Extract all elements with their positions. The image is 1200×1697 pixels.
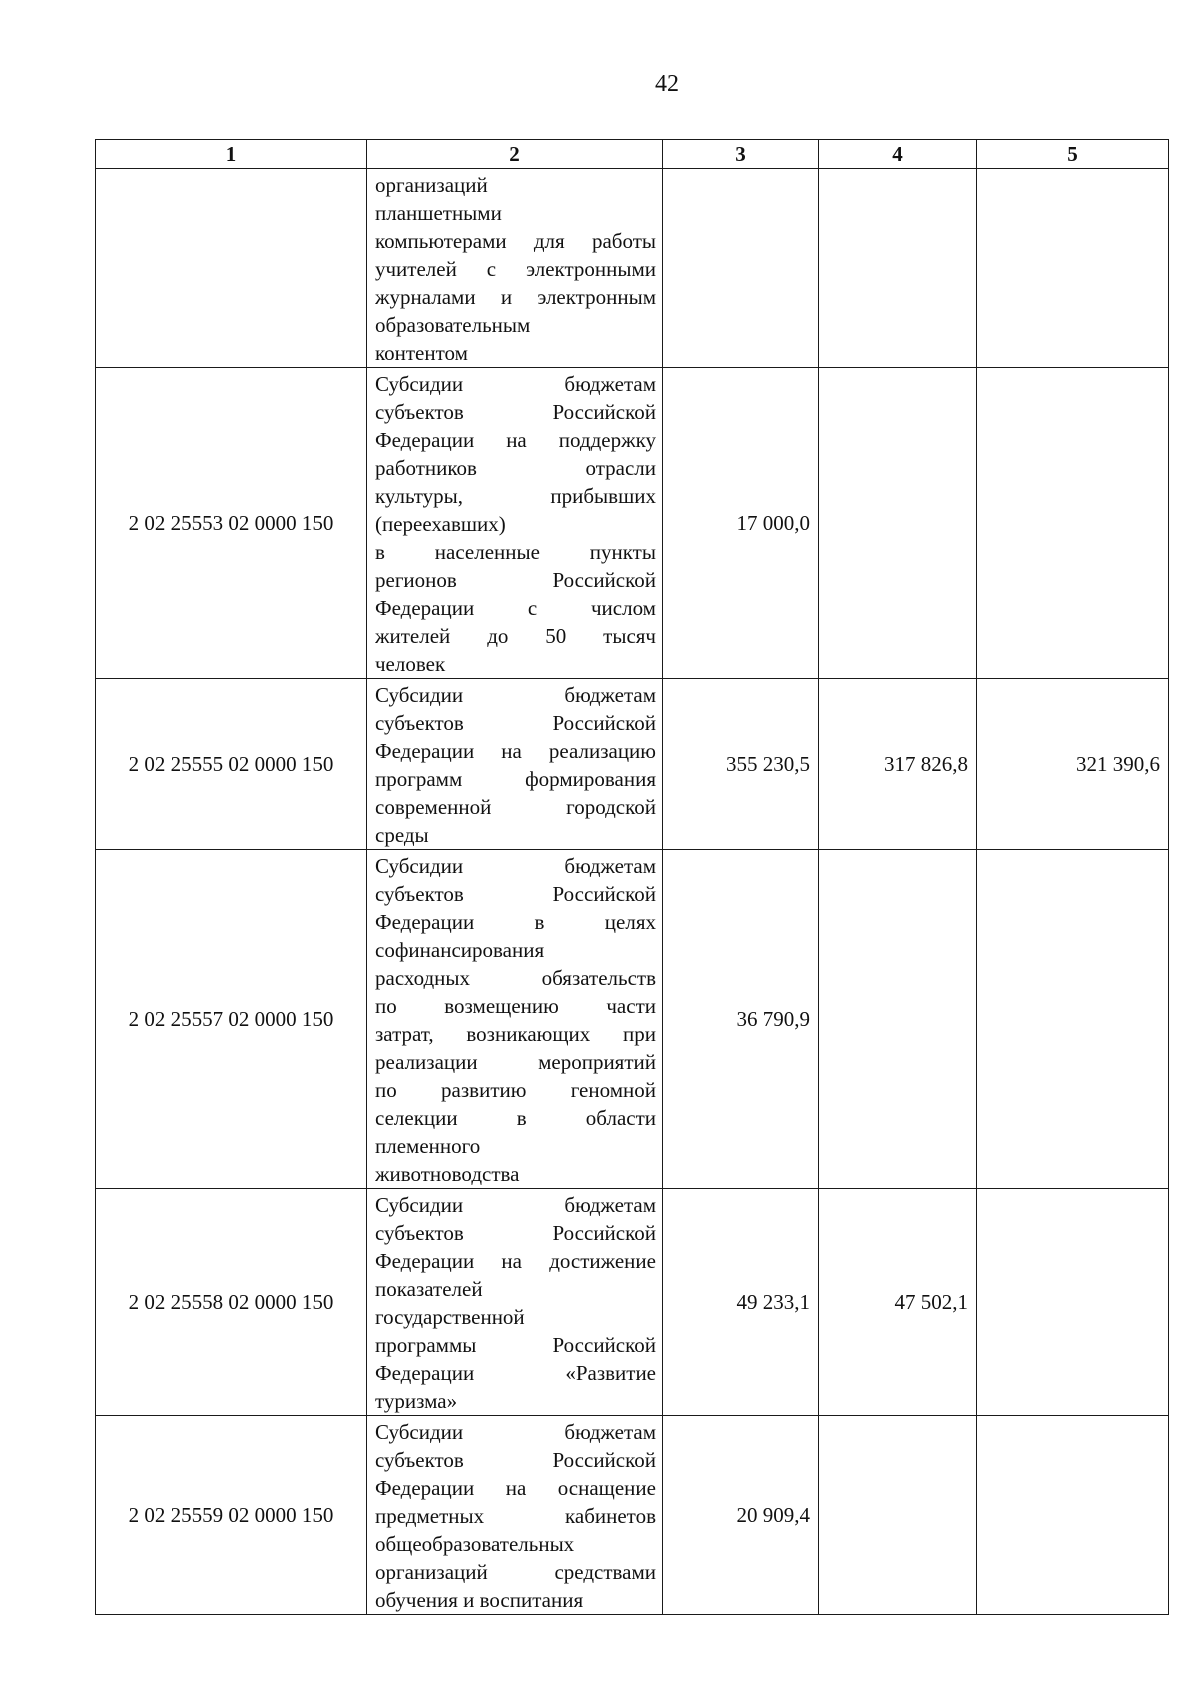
budget-code-cell: 2 02 25553 02 0000 150 <box>96 368 367 679</box>
description-cell <box>367 850 663 1189</box>
description-cell <box>367 1416 663 1615</box>
amount-cell-col4 <box>819 368 977 679</box>
column-header-5: 5 <box>977 140 1169 169</box>
description-line: субъектов Российской <box>375 1221 656 1245</box>
amount-cell-col5 <box>977 169 1169 368</box>
description-cell <box>367 169 663 368</box>
description-line: среды <box>375 823 429 847</box>
description-line: туризма» <box>375 1389 458 1413</box>
table-row <box>96 1189 1169 1416</box>
description-line: Субсидии бюджетам <box>375 683 656 707</box>
description-line: по развитию геномной <box>375 1078 656 1102</box>
description-line: племенного <box>375 1134 481 1158</box>
amount-cell-col4 <box>819 1416 977 1615</box>
table-row <box>96 850 1169 1189</box>
column-header-2: 2 <box>367 140 663 169</box>
description-line: государственной <box>375 1305 525 1329</box>
amount-cell-col3: 36 790,9 <box>663 850 819 1189</box>
description-line: обучения и воспитания <box>375 1588 584 1612</box>
description-line: образовательным <box>375 313 531 337</box>
description-line: затрат, возникающих при <box>375 1022 656 1046</box>
amount-cell-col4: 47 502,1 <box>819 1189 977 1416</box>
page-number: 42 <box>655 71 679 97</box>
amount-cell-col5 <box>977 850 1169 1189</box>
column-header-3: 3 <box>663 140 819 169</box>
description-line: Субсидии бюджетам <box>375 1193 656 1217</box>
description-line: Федерации на оснащение <box>375 1476 656 1500</box>
description-line: Федерации с числом <box>375 596 656 620</box>
description-line: Федерации «Развитие <box>375 1361 656 1385</box>
budget-table <box>95 139 1169 1615</box>
description-line: (переехавших) <box>375 512 506 536</box>
description-line: субъектов Российской <box>375 1448 656 1472</box>
description-line: культуры, прибывших <box>375 484 656 508</box>
description-line: компьютерами для работы <box>375 229 656 253</box>
description-line: по возмещению части <box>375 994 656 1018</box>
description-cell <box>367 368 663 679</box>
description-line: Федерации на реализацию <box>375 739 656 763</box>
description-line: в населенные пункты <box>375 540 656 564</box>
description-line: селекции в области <box>375 1106 656 1130</box>
description-line: показателей <box>375 1277 483 1301</box>
budget-code-cell: 2 02 25557 02 0000 150 <box>96 850 367 1189</box>
table-row <box>96 169 1169 368</box>
table-row <box>96 368 1169 679</box>
column-header-4: 4 <box>819 140 977 169</box>
description-line: субъектов Российской <box>375 400 656 424</box>
description-line: реализации мероприятий <box>375 1050 656 1074</box>
amount-cell-col4 <box>819 850 977 1189</box>
description-line: организаций средствами <box>375 1560 656 1584</box>
description-line: Федерации на достижение <box>375 1249 656 1273</box>
budget-code-cell: 2 02 25555 02 0000 150 <box>96 679 367 850</box>
table-header-row <box>96 140 1169 169</box>
column-header-1: 1 <box>96 140 367 169</box>
table-row <box>96 1416 1169 1615</box>
budget-code-cell: 2 02 25558 02 0000 150 <box>96 1189 367 1416</box>
amount-cell-col5: 321 390,6 <box>977 679 1169 850</box>
description-line: работников отрасли <box>375 456 656 480</box>
amount-cell-col3: 355 230,5 <box>663 679 819 850</box>
amount-cell-col3: 49 233,1 <box>663 1189 819 1416</box>
description-line: регионов Российской <box>375 568 656 592</box>
description-line: современной городской <box>375 795 656 819</box>
budget-code-cell: 2 02 25559 02 0000 150 <box>96 1416 367 1615</box>
amount-cell-col3: 17 000,0 <box>663 368 819 679</box>
description-line: планшетными <box>375 201 502 225</box>
description-line: учителей с электронными <box>375 257 656 281</box>
description-line: человек <box>375 652 446 676</box>
description-line: организаций <box>375 173 488 197</box>
table-row <box>96 679 1169 850</box>
description-line: Субсидии бюджетам <box>375 854 656 878</box>
amount-cell-col3 <box>663 169 819 368</box>
description-line: софинансирования <box>375 938 545 962</box>
amount-cell-col4: 317 826,8 <box>819 679 977 850</box>
description-line: предметных кабинетов <box>375 1504 656 1528</box>
description-cell <box>367 679 663 850</box>
amount-cell-col4 <box>819 169 977 368</box>
amount-cell-col3: 20 909,4 <box>663 1416 819 1615</box>
description-line: контентом <box>375 341 468 365</box>
description-line: субъектов Российской <box>375 882 656 906</box>
description-line: жителей до 50 тысяч <box>375 624 656 648</box>
description-line: животноводства <box>375 1162 520 1186</box>
description-line: расходных обязательств <box>375 966 656 990</box>
budget-code-cell <box>96 169 367 368</box>
description-line: Федерации на поддержку <box>375 428 656 452</box>
description-line: Субсидии бюджетам <box>375 372 656 396</box>
description-cell <box>367 1189 663 1416</box>
description-line: программ формирования <box>375 767 656 791</box>
amount-cell-col5 <box>977 1416 1169 1615</box>
amount-cell-col5 <box>977 1189 1169 1416</box>
description-line: программы Российской <box>375 1333 656 1357</box>
description-line: субъектов Российской <box>375 711 656 735</box>
description-line: общеобразовательных <box>375 1532 575 1556</box>
description-line: Субсидии бюджетам <box>375 1420 656 1444</box>
description-line: Федерации в целях <box>375 910 656 934</box>
description-line: журналами и электронным <box>375 285 656 309</box>
amount-cell-col5 <box>977 368 1169 679</box>
